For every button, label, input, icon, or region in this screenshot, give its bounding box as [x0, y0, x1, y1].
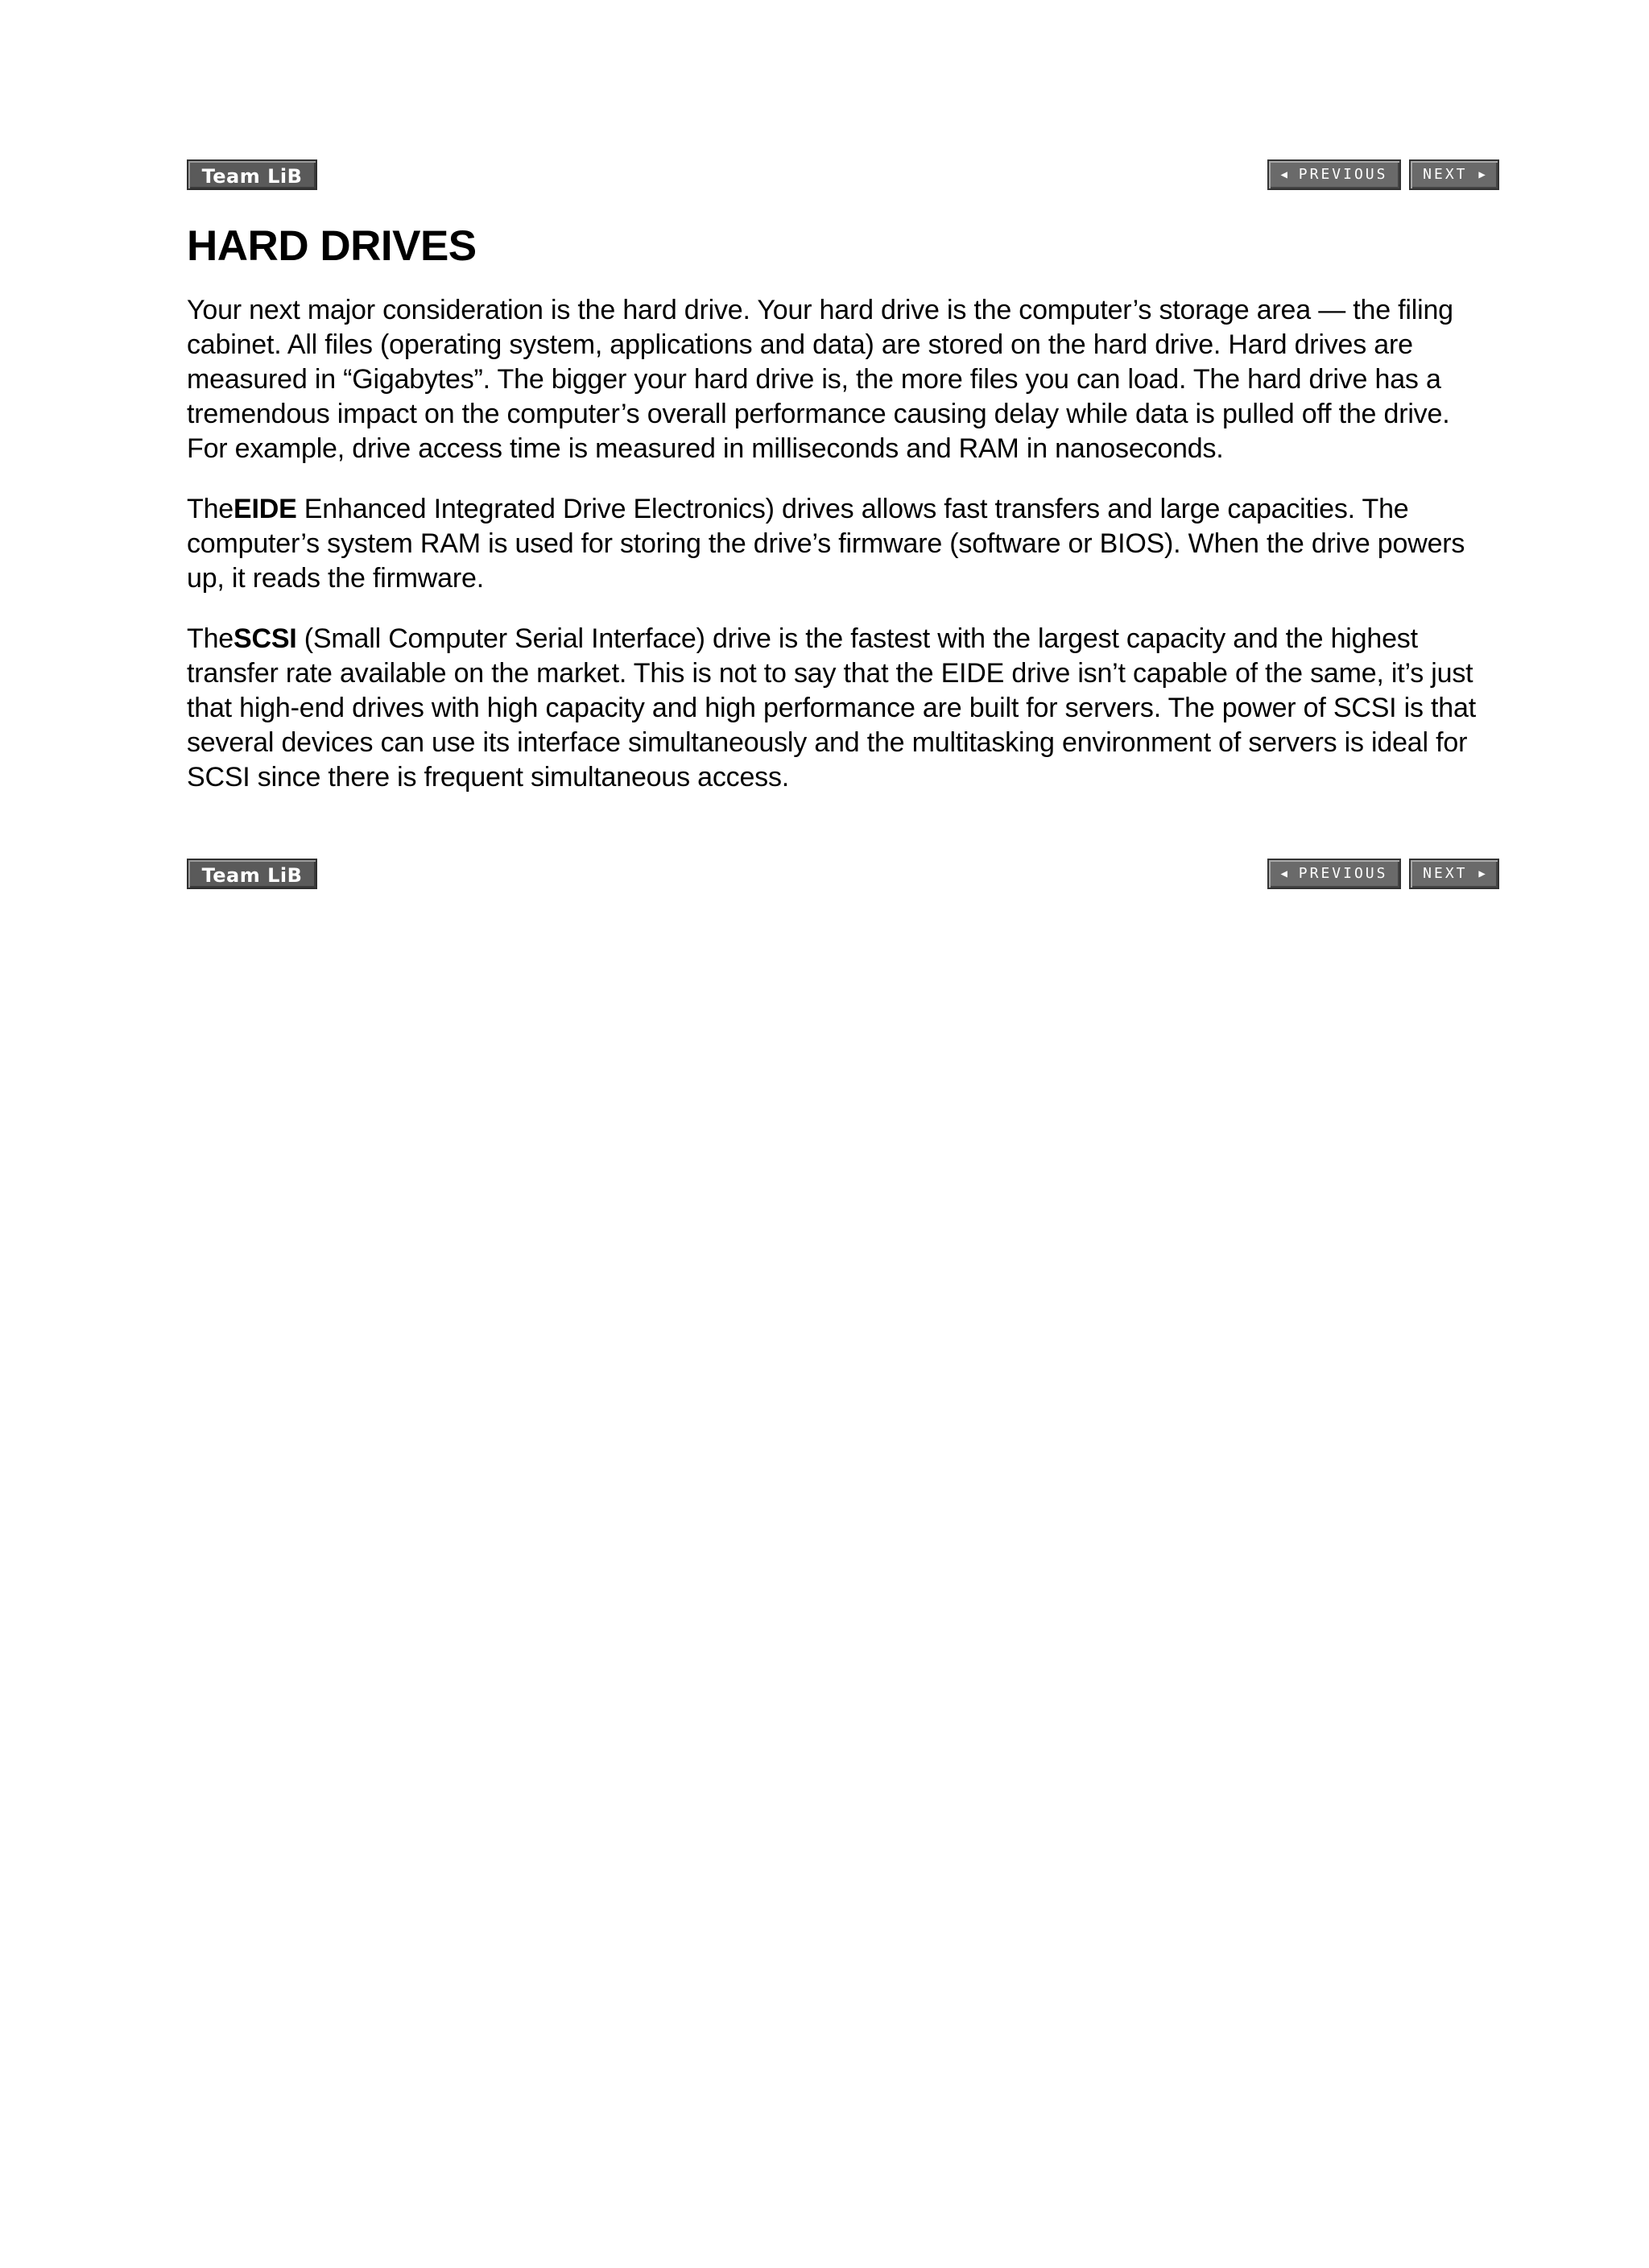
- team-lib-logo-label: Team LiB: [201, 165, 303, 188]
- term-eide: EIDE: [234, 494, 297, 524]
- navbar-row: [187, 159, 1499, 193]
- team-lib-logo-link[interactable]: [187, 159, 317, 190]
- arrow-right-icon: ▶: [1478, 867, 1486, 880]
- paragraph-scsi-text: (Small Computer Serial Interface) drive is the fastest with the largest capacity and the highest transfer rate available on the market. This is not to say that the EIDE drive isn’t capable of the same, it’s just that high-end drives with high capacity and high performance are built for servers. The power of SCSI is that several devices can use its interface simultaneously and the multitasking environment of servers is ideal for SCSI since there is frequent simultaneous access.: [187, 623, 1476, 793]
- next-button[interactable]: [1409, 159, 1499, 190]
- arrow-left-icon: ◀: [1280, 867, 1287, 880]
- previous-button[interactable]: [1267, 859, 1401, 889]
- bottom-navbar: [187, 859, 1499, 892]
- team-lib-logo-label: Team LiB: [201, 864, 303, 887]
- navbar-row: [187, 859, 1499, 892]
- arrow-left-icon: ◀: [1280, 168, 1287, 181]
- previous-button-label: PREVIOUS: [1298, 865, 1388, 882]
- arrow-right-icon: ▶: [1478, 168, 1486, 181]
- previous-button[interactable]: [1267, 159, 1401, 190]
- article-body: [187, 293, 1491, 821]
- next-button[interactable]: [1409, 859, 1499, 889]
- paragraph-eide: [187, 492, 1491, 596]
- paragraph-intro: Your next major consideration is the hard drive. Your hard drive is the computer’s storage area — the filing cabinet. All files (operating system, applications and data) are stored on the hard drive. Hard drives are measured in “Gigabytes”. The bigger your hard drive is, the more files you can load. The hard drive has a tremendous impact on the computer’s overall performance causing delay while data is pulled off the drive. For example, drive access time is measured in milliseconds and RAM in nanoseconds.: [187, 295, 1453, 464]
- next-button-label: NEXT: [1423, 166, 1468, 183]
- team-lib-logo-link[interactable]: [187, 859, 317, 889]
- paragraph-eide-prefix: The: [187, 494, 234, 524]
- term-scsi: SCSI: [234, 623, 297, 654]
- page-title: HARD DRIVES: [187, 222, 477, 270]
- paragraph-scsi: [187, 622, 1491, 795]
- paragraph-eide-text: Enhanced Integrated Drive Electronics) drives allows fast transfers and large capacities. The computer’s system RAM is used for storing the drive’s firmware (software or BIOS). When the drive powers up, it reads the firmware.: [187, 494, 1465, 594]
- paragraph-scsi-prefix: The: [187, 623, 234, 654]
- next-button-label: NEXT: [1423, 865, 1468, 882]
- previous-button-label: PREVIOUS: [1298, 166, 1388, 183]
- top-navbar: [187, 159, 1499, 193]
